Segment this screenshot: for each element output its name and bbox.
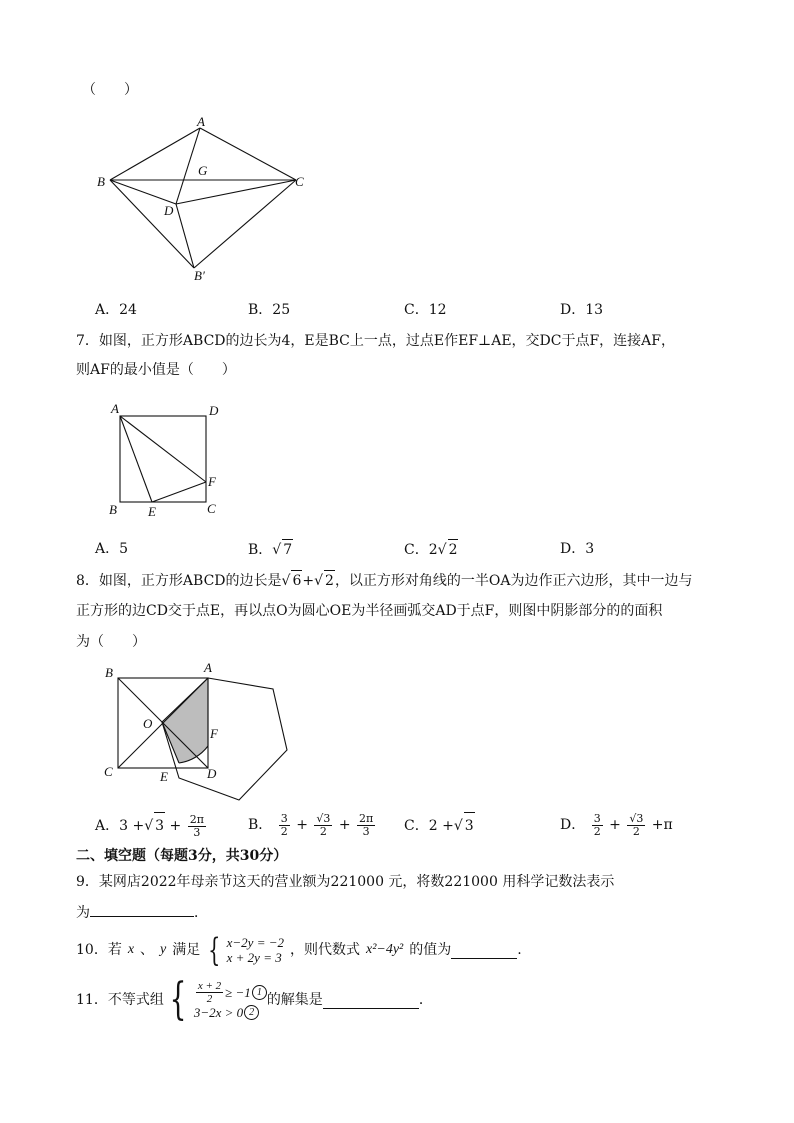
q8-label-b: B: [105, 665, 113, 680]
q9-stem-line2: 为 ．: [76, 905, 208, 921]
q7-option-c: C．2√ 2: [404, 539, 458, 560]
q8-label-f: F: [210, 726, 218, 741]
q7-stem-line1: 7．如图，正方形ABCD的边长为4，E是BC上一点，过点E作EF⊥AE，交DC于点F，连接AF，: [76, 333, 676, 349]
q9-stem-line1: 9．某网店2022年母亲节这天的营业额为221000 元，将数221000 用科学记数法表示: [76, 874, 615, 890]
q6-label-c: C: [295, 174, 304, 189]
q6-label-b: B: [97, 174, 105, 189]
q6-figure: [90, 112, 320, 287]
q8-option-d: D． $\frac{3}{2}$ + $\frac{√3}{2}$ +π: [560, 811, 673, 838]
q7-stem-line2: 则AF的最小值是（ ）: [76, 362, 236, 378]
q7-figure: [105, 398, 230, 520]
q8-label-o: O: [143, 716, 153, 731]
q8-option-b: B． $\frac{3}{2}$ + $\frac{√3}{2}$ + $\frac{2\pi}{3}$: [248, 811, 374, 838]
q7-option-b: B．√ 7: [248, 539, 293, 560]
q6-label-d: D: [164, 203, 174, 218]
q6-option-c: C．12: [404, 302, 447, 318]
q6-option-b: B．25: [248, 302, 291, 318]
q8-label-a: A: [204, 660, 212, 675]
q8-label-e: E: [160, 769, 168, 784]
q11-answer-blank[interactable]: [323, 992, 419, 1009]
q8-figure: [100, 658, 300, 804]
q8-stem-line3: 为（ ）: [76, 634, 146, 650]
q6-label-bprime: B′: [194, 268, 205, 283]
q7-option-d: D．3: [560, 541, 595, 557]
q7-option-a: A．5: [95, 541, 129, 557]
q6-label-a: A: [197, 114, 205, 129]
q10-stem: 10．若 x 、 y 满足 { x−2y = −2 x + 2y = 3 ，则代数式 x²−4y² 的值为 .: [76, 931, 522, 969]
q8-option-c: C．2 +√ 3: [404, 812, 475, 839]
q8-stem-line1: 8．如图，正方形ABCD的边长是√ 6+√ 2，以正方形对角线的一半OA为边作正六边形，其中一边与: [76, 570, 693, 591]
q7-label-f: F: [208, 474, 216, 489]
q6-option-d: D．13: [560, 302, 604, 318]
q10-answer-blank[interactable]: [451, 942, 517, 959]
q7-label-d: D: [209, 403, 219, 418]
q6-label-g: G: [198, 163, 208, 178]
q8-label-d: D: [207, 766, 217, 781]
q8-option-a: A．3 +√ 3 + $\frac{2\pi}{3}$: [95, 812, 204, 839]
q9-answer-blank[interactable]: [90, 916, 194, 917]
section-2-title: 二、填空题（每题3分，共30分）: [76, 848, 288, 864]
q11-stem: 11．不等式组 { $\frac{x + 2}{2}$ ≥ −1 1 3−2x > 0 2 的解集是 ．: [76, 974, 433, 1025]
q10-equation-system: { x−2y = −2 x + 2y = 3: [208, 931, 284, 969]
q7-label-e: E: [148, 504, 156, 519]
q7-label-b: B: [109, 502, 117, 517]
q8-label-c: C: [104, 764, 113, 779]
q7-label-a: A: [111, 401, 119, 416]
q6-option-a: A．24: [95, 302, 137, 318]
q8-stem-line2: 正方形的边CD交于点E，再以点O为圆心OE为半径画弧交AD于点F，则图中阴影部分的的面积: [76, 603, 663, 619]
q6-answer-paren: （ ）: [82, 82, 138, 98]
q7-label-c: C: [207, 501, 216, 516]
q11-inequality-system: { $\frac{x + 2}{2}$ ≥ −1 1 3−2x > 0 2: [164, 978, 267, 1022]
